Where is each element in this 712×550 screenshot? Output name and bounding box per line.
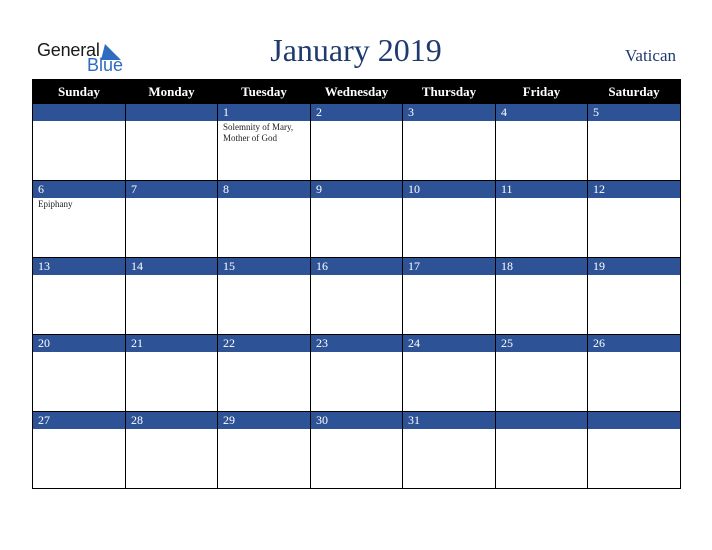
- week-body-row: [33, 198, 681, 258]
- logo-text-blue: Blue: [87, 55, 124, 75]
- day-number: 2: [311, 104, 403, 122]
- day-cell: [588, 275, 681, 335]
- day-cell: [403, 275, 496, 335]
- day-cell: [218, 275, 311, 335]
- week-number-row: [33, 258, 681, 276]
- day-cell: [218, 121, 311, 181]
- day-cell: [496, 429, 588, 489]
- day-cell: [588, 121, 681, 181]
- day-number: 12: [588, 181, 681, 199]
- day-number: 29: [218, 412, 311, 430]
- day-number: 30: [311, 412, 403, 430]
- day-number: [126, 104, 218, 122]
- page-title: January 2019: [270, 32, 442, 68]
- day-number: [33, 104, 126, 122]
- day-number: 10: [403, 181, 496, 199]
- day-cell: [311, 121, 403, 181]
- day-number: [588, 412, 681, 430]
- holiday-label: Solemnity of Mary, Mother of God: [223, 122, 294, 143]
- day-cell: [588, 352, 681, 412]
- weekday-header: Tuesday: [218, 80, 311, 104]
- weekday-header: Saturday: [588, 80, 681, 104]
- day-cell: [126, 275, 218, 335]
- week-number-row: [33, 412, 681, 430]
- day-cell: [403, 429, 496, 489]
- day-number: 8: [218, 181, 311, 199]
- day-number: 18: [496, 258, 588, 276]
- day-cell: [588, 429, 681, 489]
- weekday-header: Wednesday: [311, 80, 403, 104]
- day-number: 21: [126, 335, 218, 353]
- day-cell: [496, 352, 588, 412]
- day-cell: [311, 352, 403, 412]
- day-number: 25: [496, 335, 588, 353]
- day-cell: [126, 121, 218, 181]
- day-cell: [33, 198, 126, 258]
- day-cell: [311, 275, 403, 335]
- day-cell: [496, 275, 588, 335]
- day-number: 31: [403, 412, 496, 430]
- day-cell: [33, 352, 126, 412]
- day-cell: [588, 198, 681, 258]
- day-number: 4: [496, 104, 588, 122]
- day-cell: [218, 352, 311, 412]
- day-number: 20: [33, 335, 126, 353]
- week-number-row: [33, 335, 681, 353]
- day-cell: [496, 198, 588, 258]
- weekday-header: Friday: [496, 80, 588, 104]
- day-number: 27: [33, 412, 126, 430]
- calendar-grid: [32, 79, 681, 489]
- day-number: 6: [33, 181, 126, 199]
- day-cell: [33, 429, 126, 489]
- day-cell: [311, 198, 403, 258]
- day-cell: [33, 121, 126, 181]
- day-number: 23: [311, 335, 403, 353]
- day-cell: [126, 429, 218, 489]
- weekday-header: Thursday: [403, 80, 496, 104]
- day-cell: [311, 429, 403, 489]
- week-body-row: [33, 429, 681, 489]
- weekday-header: Sunday: [33, 80, 126, 104]
- day-number: 9: [311, 181, 403, 199]
- day-cell: [496, 121, 588, 181]
- day-number: 28: [126, 412, 218, 430]
- day-number: 24: [403, 335, 496, 353]
- day-cell: [126, 352, 218, 412]
- day-number: 19: [588, 258, 681, 276]
- holiday-label: Epiphany: [38, 199, 73, 209]
- day-cell: [218, 429, 311, 489]
- day-cell: [403, 352, 496, 412]
- day-number: 7: [126, 181, 218, 199]
- day-number: 11: [496, 181, 588, 199]
- day-number: 3: [403, 104, 496, 122]
- day-number: 17: [403, 258, 496, 276]
- day-cell: [403, 198, 496, 258]
- day-number: 22: [218, 335, 311, 353]
- day-cell: [403, 121, 496, 181]
- week-number-row: [33, 104, 681, 122]
- day-number: 13: [33, 258, 126, 276]
- day-number: [496, 412, 588, 430]
- week-number-row: [33, 181, 681, 199]
- day-cell: [218, 198, 311, 258]
- day-number: 1: [218, 104, 311, 122]
- day-number: 26: [588, 335, 681, 353]
- weekday-header-row: [33, 80, 681, 104]
- region-label: Vatican: [625, 46, 676, 65]
- logo-text-general: General: [37, 40, 100, 60]
- day-number: 14: [126, 258, 218, 276]
- day-number: 16: [311, 258, 403, 276]
- week-body-row: [33, 352, 681, 412]
- day-number: 15: [218, 258, 311, 276]
- week-body-row: [33, 121, 681, 181]
- weekday-header: Monday: [126, 80, 218, 104]
- day-cell: [33, 275, 126, 335]
- day-cell: [126, 198, 218, 258]
- day-number: 5: [588, 104, 681, 122]
- week-body-row: [33, 275, 681, 335]
